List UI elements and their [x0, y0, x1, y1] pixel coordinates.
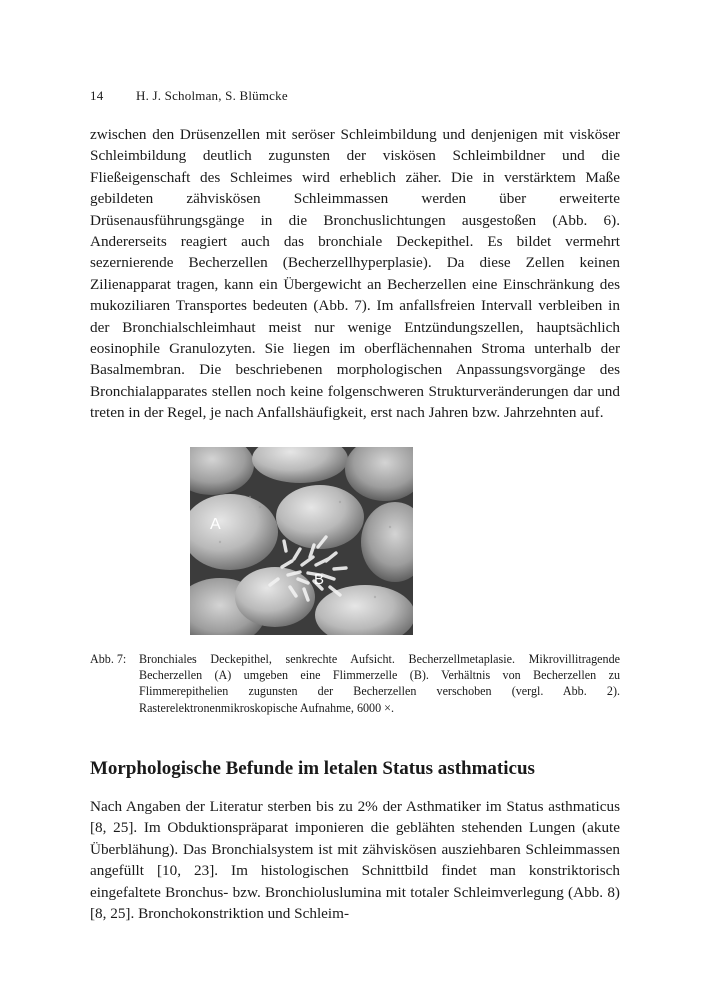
running-header — [90, 88, 288, 104]
caption-text: Bronchiales Deckepithel, senkrechte Aufsicht. Becherzellmetaplasie. Mikrovillitragende Becherzellen (A) umgeben eine Flimmerzelle (B). Verhältnis von Becherzellen zu Flimmerepithelien zugunsten der Becherzellen verschoben (vergl. Abb. 2). Rasterelektronenmikroskopische Aufnahme, 6000 ×. — [139, 652, 620, 715]
section-heading: Morphologische Befunde im letalen Status asthmaticus — [90, 758, 535, 779]
figure-label-b: B — [314, 571, 325, 588]
page-number: 14 — [90, 88, 104, 103]
micrograph-image — [190, 447, 413, 635]
body-paragraph-1: zwischen den Drüsenzellen mit seröser Schleimbildung und denjenigen mit visköser Schleimbildung deutlich zugunsten der viskösen Schleimbildner und die Fließeigenschaft des Schleimes wird erheblich zäher. Die in verstärktem Maße gebildeten zähviskösen Schleimmassen werden über erweiterte Drüsenausführungsgänge in die Bronchuslichtungen ausgestoßen (Abb. 6). Andererseits reagiert auch das bronchiale Deckepithel. Es bildet vermehrt sezernierende Becherzellen (Becherzellhyperplasie). Da diese Zellen keinen Zilienapparat tragen, kann ein Übergewicht an Becherzellen eine Einschränkung des mukoziliaren Transportes bedeuten (Abb. 7). Im anfallsfreien Intervall verbleiben in der Bronchialschleimhaut meist nur wenige Entzündungszellen, hauptsächlich eosinophile Granulozyten. Sie liegen im oberflächennahen Stroma unterhalb der Basalmembran. Die beschriebenen morphologischen Anpassungsvorgänge des Bronchialapparates stellen noch keine folgenschweren Strukturveränderungen dar und treten in der Regel, je nach Anfallshäufigkeit, erst nach Jahren bzw. Jahrzehnten auf. — [90, 126, 620, 422]
figure-caption — [90, 651, 620, 716]
figure-label-a: A — [210, 516, 221, 533]
caption-label: Abb. 7: — [90, 652, 127, 666]
sem-micrograph-figure — [190, 447, 413, 635]
running-header-authors: H. J. Scholman, S. Blümcke — [136, 88, 288, 103]
body-paragraph-2: Nach Angaben der Literatur sterben bis zu 2% der Asthmatiker im Status asthmaticus [8, 25]. Im Obduktionspräparat imponieren die geblähten stehenden Lungen (akute Überblähung). Das Bronchialsystem ist mit zähviskösen ausziehbaren Schleimmassen angefüllt [10, 23]. Im histologischen Schnittbild findet man konstriktorisch eingefaltete Bronchus- bzw. Bronchioluslumina mit totaler Schleimverlegung (Abb. 8) [8, 25]. Bronchokonstriktion und Schleim- — [90, 798, 620, 923]
